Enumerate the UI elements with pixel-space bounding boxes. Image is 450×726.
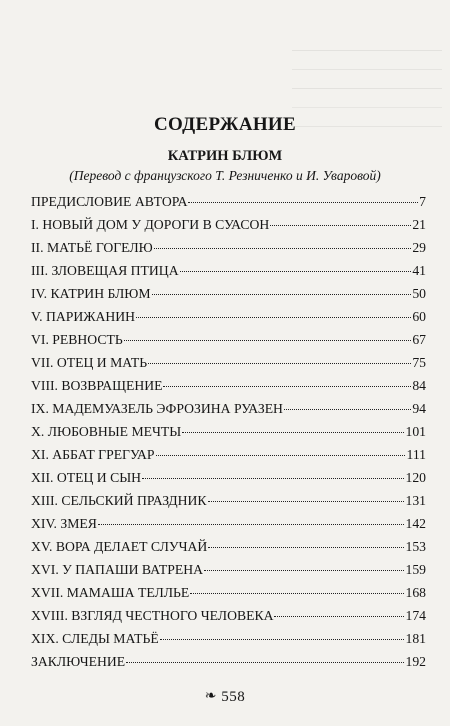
dot-leader (148, 363, 411, 364)
dot-leader (270, 225, 411, 226)
toc-entry (31, 328, 426, 351)
toc-entry-page: 131 (405, 493, 426, 508)
dot-leader (152, 294, 412, 295)
toc-entry-title: XIV. ЗМЕЯ (31, 516, 97, 531)
toc-entry-title: XI. АББАТ ГРЕГУАР (31, 447, 155, 462)
toc-entry-page: 142 (405, 516, 426, 531)
toc-entry-page: 120 (405, 470, 426, 485)
toc-entry-title: ЗАКЛЮЧЕНИЕ (31, 654, 126, 669)
toc-entry (31, 443, 426, 466)
page-title: СОДЕРЖАНИЕ (154, 114, 296, 135)
dot-leader (188, 202, 418, 203)
toc-entry-page: 7 (419, 194, 426, 209)
toc-entry-title: I. НОВЫЙ ДОМ У ДОРОГИ В СУАСОН (31, 217, 270, 232)
toc-entry (31, 236, 426, 259)
toc-entry-page: 192 (405, 654, 426, 669)
toc-entry (31, 512, 426, 535)
toc-entry (31, 351, 426, 374)
toc-entry (31, 420, 426, 443)
toc-entry-title: XIX. СЛЕДЫ МАТЬЁ (31, 631, 159, 646)
toc-entry (31, 535, 426, 558)
dot-leader (124, 340, 412, 341)
dot-leader (182, 432, 404, 433)
toc-entry-page: 75 (412, 355, 426, 370)
toc-entry-title: VI. РЕВНОСТЬ (31, 332, 123, 347)
toc-entry-title: XVII. МАМАША ТЕЛЛЬЕ (31, 585, 190, 600)
toc-entry-page: 50 (412, 286, 426, 301)
toc-entry (31, 190, 426, 213)
toc-entry (31, 604, 426, 627)
toc-entry-page: 41 (412, 263, 426, 278)
toc-entry (31, 213, 426, 236)
toc-entry (31, 627, 426, 650)
toc-entry-title: XVI. У ПАПАШИ ВАТРЕНА (31, 562, 203, 577)
toc-entry-title: ПРЕДИСЛОВИЕ АВТОРА (31, 194, 188, 209)
toc-entry-page: 67 (412, 332, 426, 347)
toc-entry-page: 153 (405, 539, 426, 554)
dot-leader (154, 248, 412, 249)
toc-entry (31, 558, 426, 581)
toc-entry-title: III. ЗЛОВЕЩАЯ ПТИЦА (31, 263, 179, 278)
toc-entry (31, 397, 426, 420)
toc-entry-title: VIII. ВОЗВРАЩЕНИЕ (31, 378, 163, 393)
toc-entry (31, 305, 426, 328)
toc-entry-title: IV. КАТРИН БЛЮМ (31, 286, 151, 301)
toc-entry-page: 168 (405, 585, 426, 600)
page-footer (0, 688, 450, 706)
dot-leader (126, 662, 404, 663)
dot-leader (274, 616, 404, 617)
dot-leader (98, 524, 405, 525)
table-of-contents (31, 190, 426, 673)
toc-entry (31, 282, 426, 305)
toc-entry-page: 181 (405, 631, 426, 646)
toc-entry-page: 29 (412, 240, 426, 255)
toc-entry-page: 174 (405, 608, 426, 623)
toc-entry (31, 259, 426, 282)
dot-leader (204, 570, 404, 571)
translation-note: (Перевод с французского Т. Резниченко и И. Уваровой) (69, 168, 381, 183)
work-title: КАТРИН БЛЮМ (167, 148, 283, 164)
toc-entry-title: XV. ВОРА ДЕЛАЕТ СЛУЧАЙ (31, 539, 208, 554)
page-number: 558 (221, 689, 246, 705)
dot-leader (208, 501, 405, 502)
toc-entry (31, 650, 426, 673)
toc-entry-page: 94 (412, 401, 426, 416)
dot-leader (163, 386, 411, 387)
dot-leader (208, 547, 404, 548)
toc-entry (31, 581, 426, 604)
toc-entry (31, 489, 426, 512)
dot-leader (142, 478, 404, 479)
toc-entry-page: 84 (412, 378, 426, 393)
toc-entry-title: II. МАТЬЁ ГОГЕЛЮ (31, 240, 153, 255)
dot-leader (190, 593, 404, 594)
dot-leader (160, 639, 405, 640)
toc-entry (31, 466, 426, 489)
toc-entry-title: XVIII. ВЗГЛЯД ЧЕСТНОГО ЧЕЛОВЕКА (31, 608, 274, 623)
toc-entry-page: 111 (406, 447, 426, 462)
toc-entry-title: IX. МАДЕМУАЗЕЛЬ ЭФРОЗИНА РУАЗЕН (31, 401, 283, 416)
toc-entry-title: XII. ОТЕЦ И СЫН (31, 470, 142, 485)
toc-entry-page: 159 (405, 562, 426, 577)
toc-entry-page: 60 (412, 309, 426, 324)
dot-leader (284, 409, 411, 410)
dot-leader (180, 271, 412, 272)
dot-leader (136, 317, 411, 318)
fleuron-ornament-icon: ❧ (204, 689, 217, 704)
dot-leader (156, 455, 406, 456)
toc-entry-title: X. ЛЮБОВНЫЕ МЕЧТЫ (31, 424, 182, 439)
toc-entry-title: VII. ОТЕЦ И МАТЬ (31, 355, 148, 370)
toc-entry-page: 21 (412, 217, 426, 232)
toc-entry-title: XIII. СЕЛЬСКИЙ ПРАЗДНИК (31, 493, 207, 508)
toc-entry (31, 374, 426, 397)
toc-entry-title: V. ПАРИЖАНИН (31, 309, 136, 324)
toc-entry-page: 101 (405, 424, 426, 439)
